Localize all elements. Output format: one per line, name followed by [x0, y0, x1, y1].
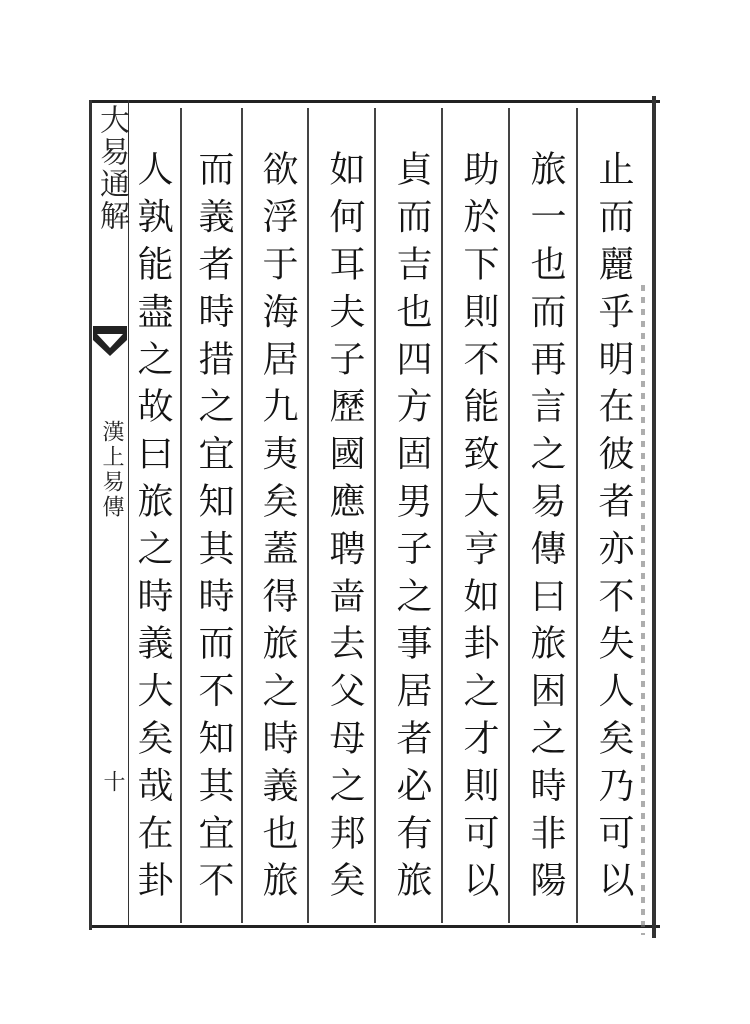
margin-page-number: 十 — [100, 770, 125, 792]
text-column-1: 止而麗乎明在彼者亦不失人矣乃可以 — [593, 150, 634, 909]
column-rule — [508, 108, 510, 923]
text-column-7: 而義者時措之宜知其時而不知其宜不 — [193, 150, 234, 909]
text-column-6: 欲浮于海居九夷矣蓋得旅之時義也旅 — [257, 150, 298, 909]
text-column-4: 貞而吉也四方固男子之事居者必有旅 — [391, 150, 432, 909]
column-rule — [307, 108, 309, 923]
text-column-2: 旅一也而再言之易傳曰旅困之時非陽 — [525, 150, 566, 909]
frame-right-border — [652, 96, 656, 938]
text-column-3: 助於下則不能致大亨如卦之才則可以 — [458, 150, 499, 909]
text-column-8: 人孰能盡之故曰旅之時義大矣哉在卦 — [132, 150, 173, 909]
column-rule — [441, 108, 443, 923]
margin-sub-title: 漢上易傳 — [99, 420, 124, 520]
column-rule — [576, 108, 578, 923]
column-rule — [374, 108, 376, 923]
text-column-5: 如何耳夫子歷國應聘啬去父母之邦矣 — [324, 150, 365, 909]
margin-book-title: 大易通解 — [94, 104, 129, 232]
